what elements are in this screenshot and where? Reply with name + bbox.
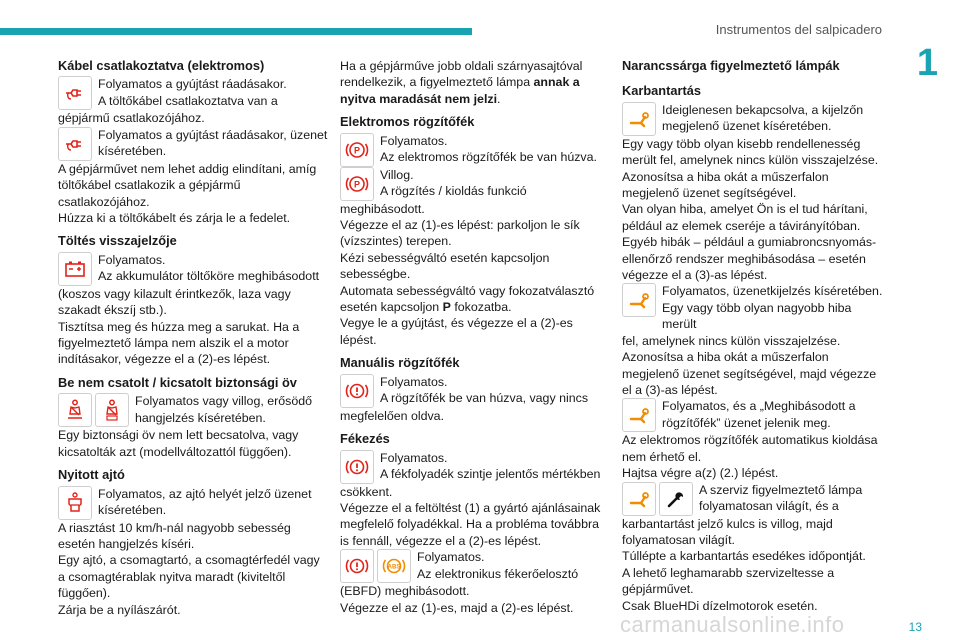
entry-text: Folyamatos a gyújtást ráadásakor, üzenet kíséretében.: [98, 127, 328, 159]
paragraph: Hajtsa végre a(z) (2.) lépést.: [622, 466, 779, 481]
section-heading: Töltés visszajelzője: [58, 233, 177, 249]
charging-plug-icon: [58, 76, 92, 110]
service-wrench-icon: [622, 102, 656, 136]
section-heading: Kábel csatlakoztatva (elektromos): [58, 58, 265, 73]
entry-text: Villog.: [380, 167, 414, 182]
paragraph-text: Automata sebességváltó vagy fokozatválasztó esetén kapcsoljon: [340, 283, 595, 315]
paragraph: A lehető leghamarabb szervizeltesse a gépjárművet.: [622, 565, 835, 597]
paragraph-bold: P: [442, 300, 451, 315]
charging-plug-icon: [58, 127, 92, 161]
entry-text: Folyamatos a gyújtást ráadásakor.: [98, 77, 287, 92]
paragraph: Egy biztonsági öv nem lett becsatolva, vagy kicsatolták azt (modellváltozattól függően).: [58, 428, 299, 459]
paragraph: Egy ajtó, a csomagtartó, a csomagtérfedél vagy a csomagtérablak nyitva maradt (kiviteltől függően).: [58, 553, 320, 601]
paragraph: fel, amelynek nincs külön visszajelzése.: [622, 333, 841, 348]
section-heading: Narancssárga figyelmeztető lámpák: [622, 58, 840, 73]
entry-text: Az elektronikus fékerőelosztó: [417, 566, 579, 581]
paragraph: [340, 283, 606, 316]
abs-icon: [377, 549, 411, 583]
entry-text: A szerviz figyelmeztető lámpa folyamatosan világít, és a: [699, 482, 863, 513]
section-heading: Manuális rögzítőfék: [340, 355, 460, 371]
entry-row: [340, 549, 606, 583]
paragraph: Egyéb hibák – például a gumiabroncsnyomás-ellenőrző rendszer meghibásodása – esetén végezze el a (3)-as lépést.: [622, 235, 877, 283]
section-heading: Fékezés: [340, 431, 390, 447]
section-heading: Karbantartás: [622, 83, 701, 99]
section-heading: Nyitott ajtó: [58, 467, 125, 483]
page-number: 13: [908, 620, 922, 634]
service-wrench-icon: [622, 398, 656, 432]
paragraph: [340, 58, 606, 107]
entry-text: A fékfolyadék szintje jelentős mértékben: [380, 466, 601, 481]
spanner-icon: [659, 482, 693, 516]
paragraph: Csak BlueHDi dízelmotorok esetén.: [622, 598, 818, 613]
entry-row: [58, 393, 328, 427]
entry-text: Az akkumulátor töltőköre meghibásodott: [98, 269, 320, 284]
entry-text: Folyamatos.: [380, 133, 448, 148]
entry-row: [340, 450, 606, 484]
paragraph: Végezze el az (1)-es, majd a (2)-es lépést.: [340, 600, 574, 615]
paragraph: karbantartást jelző kulcs is villog, majd folyamatosan világít.: [622, 516, 833, 547]
paragraph: Túllépte a karbantartás esedékes időpontját.: [622, 549, 866, 564]
paragraph-bold: annak a nyitva maradását nem jelzi: [340, 75, 580, 106]
paragraph: A gépjárművet nem lehet addig elindítani, amíg töltőkábel csatlakozik a gépjármű csatlakozójához.: [58, 161, 317, 209]
entry-text: Folyamatos vagy villog, erősödő hangjelzés kíséretében.: [135, 394, 312, 425]
service-wrench-icon: [622, 482, 656, 516]
svg-text:P: P: [353, 145, 361, 156]
header-title: Instrumentos del salpicadero: [715, 22, 882, 37]
service-wrench-icon: [622, 283, 656, 317]
entry-text: A rögzítés / kioldás funkció: [380, 184, 527, 199]
svg-text:P: P: [353, 179, 361, 190]
column-1: [58, 58, 328, 618]
paragraph: Azonosítsa a hiba okát a műszerfalon megjelenő üzenet segítségével.: [622, 169, 829, 201]
entry-text: Ideiglenesen bekapcsolva, a kijelzőn megjelenő üzenet kíséretében.: [662, 102, 864, 134]
entry-text: Folyamatos, az ajtó helyét jelző üzenet kíséretében.: [98, 486, 312, 517]
paragraph: Egy vagy több olyan kisebb rendellenesség merült fel, amelynek nincs külön visszajelzése.: [622, 136, 879, 168]
brake-warning-icon: [340, 374, 374, 408]
paragraph: megfelelően oldva.: [340, 408, 445, 423]
parking-brake-icon: [340, 133, 374, 167]
entry-row: [58, 76, 328, 110]
entry-text: A rögzítőfék be van húzva, vagy nincs: [380, 391, 589, 406]
column-3: [622, 58, 888, 614]
entry-row: [58, 486, 328, 520]
paragraph: Van olyan hiba, amelyet Ön is el tud hárítani, például az elemek cseréje a távirányítóban.: [622, 202, 868, 233]
paragraph: Végezze el az (1)-es lépést: parkoljon le sík (vízszintes) terepen.: [340, 218, 580, 249]
paragraph: Azonosítsa a hiba okát a műszerfalon megjelenő üzenet segítségével, majd végezze el a (3)-as lépést.: [622, 350, 877, 397]
brake-warning-icon: [340, 549, 374, 583]
paragraph: Végezze el a feltöltést (1) a gyártó ajánlásainak megfelelő folyadékkal. Ha a probléma továbbra is fennáll, végezze el a (2)-es lépést.: [340, 500, 601, 548]
battery-icon: [58, 252, 92, 286]
paragraph: Zárja be a nyílászárót.: [58, 602, 181, 617]
paragraph: A riasztást 10 km/h-nál nagyobb sebesség esetén hangjelzés kíséri.: [58, 520, 291, 551]
rear-seatbelt-icon: [95, 393, 129, 427]
entry-text: Egy vagy több olyan nagyobb hiba merült: [662, 300, 852, 332]
paragraph: (koszos vagy kilazult érintkezők, laza vagy szakadt ékszíj stb.).: [58, 286, 291, 318]
paragraph-text: fokozatba.: [450, 300, 512, 315]
paragraph: Kézi sebességváltó esetén kapcsoljon sebességbe.: [340, 250, 550, 282]
paragraph: Húzza ki a töltőkábelt és zárja le a fedelet.: [58, 211, 291, 226]
paragraph: meghibásodott.: [340, 201, 425, 216]
entry-text: Az elektromos rögzítőfék be van húzva.: [380, 150, 597, 165]
abs-label: ABS: [387, 564, 401, 571]
open-door-icon: [58, 486, 92, 520]
entry-row: [340, 167, 606, 201]
entry-text: Folyamatos.: [98, 252, 166, 267]
chapter-number: 1: [916, 42, 938, 84]
paragraph: (EBFD) meghibásodott.: [340, 584, 470, 599]
entry-row: [340, 133, 606, 167]
entry-row: [622, 102, 888, 136]
paragraph: Tisztítsa meg és húzza meg a sarukat. Ha a figyelmeztető lámpa nem alszik el a motor indításakor, végezze el a (2)-es lépést.: [58, 319, 300, 367]
section-heading: Elektromos rögzítőfék: [340, 114, 475, 130]
entry-row: [340, 374, 606, 408]
entry-text: Folyamatos.: [380, 450, 448, 465]
parking-brake-icon: [340, 167, 374, 201]
column-2: [340, 58, 606, 616]
entry-text: Folyamatos, és a „Meghibásodott a rögzítőfék” üzenet jelenik meg.: [662, 399, 856, 430]
paragraph-text: .: [497, 91, 501, 106]
entry-text: A töltőkábel csatlakoztatva van a: [98, 93, 278, 108]
paragraph-text: Ha a gépjárműve jobb oldali szárnyasajtóval rendelkezik, a figyelmeztető lámpa: [340, 59, 583, 90]
brake-warning-icon: [340, 450, 374, 484]
entry-text: Folyamatos.: [380, 374, 448, 389]
watermark: carmanualsonline.info: [620, 612, 845, 637]
entry-row: [58, 127, 328, 161]
entry-row: [622, 283, 888, 332]
entry-row: [622, 482, 888, 516]
seatbelt-icon: [58, 393, 92, 427]
paragraph: Vegye le a gyújtást, és végezze el a (2)-es lépést.: [340, 316, 573, 347]
paragraph: Az elektromos rögzítőfék automatikus kioldása nem érhető el.: [622, 433, 878, 464]
section-heading: Be nem csatolt / kicsatolt biztonsági öv: [58, 374, 297, 390]
paragraph: csökkent.: [340, 484, 393, 499]
entry-text: Folyamatos.: [417, 550, 485, 565]
entry-row: [58, 252, 328, 286]
header-accent-bar: [0, 28, 472, 35]
entry-row: [622, 398, 888, 432]
entry-text: Folyamatos, üzenetkijelzés kíséretében.: [662, 284, 883, 299]
paragraph: gépjármű csatlakozójához.: [58, 111, 205, 126]
